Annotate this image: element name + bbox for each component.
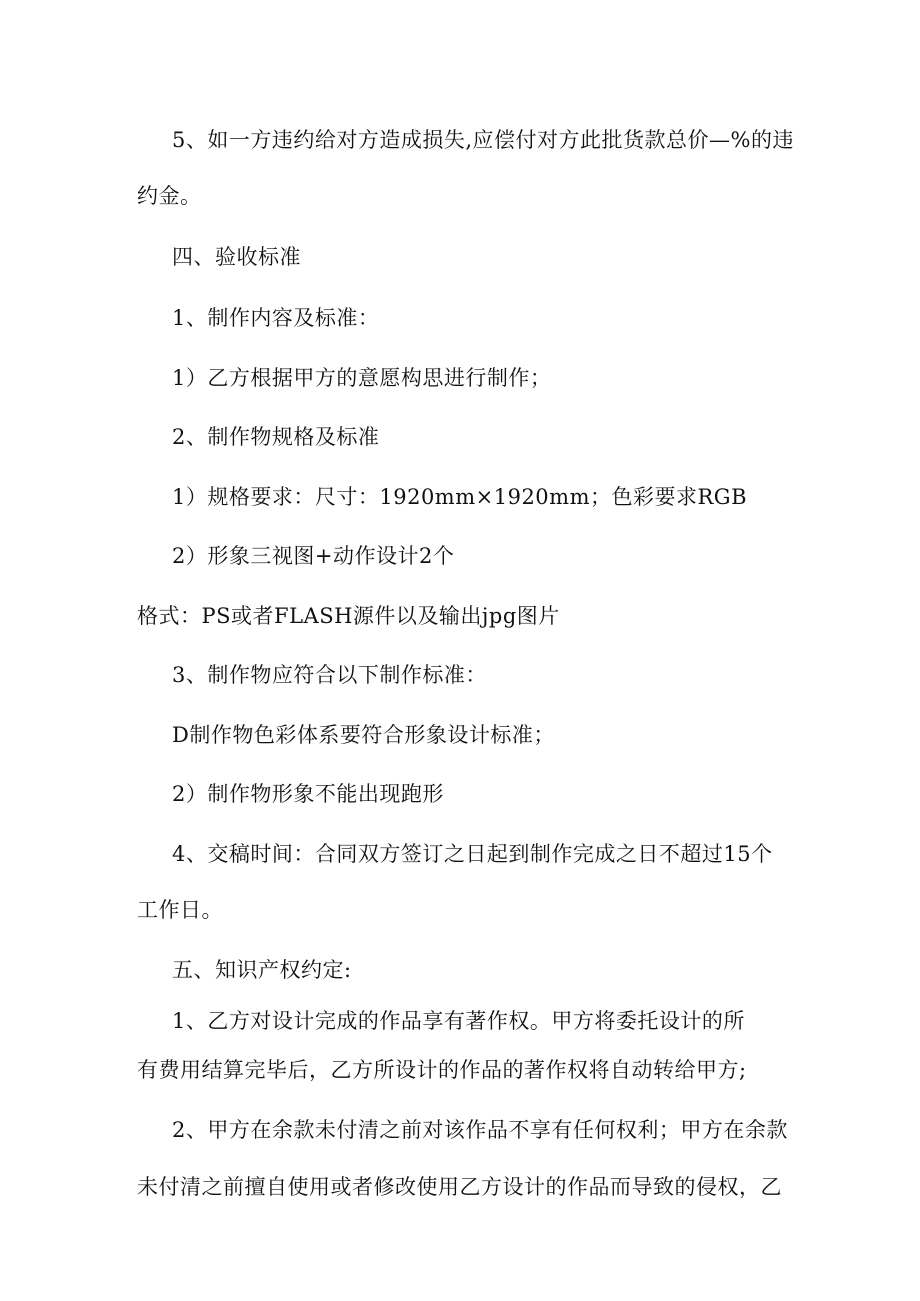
item-3-production-standard: 3、制作物应符合以下制作标准：	[172, 663, 487, 687]
clause-5-penalty-line-1: 5、如一方违约给对方造成损失,应偿付对方此批货款总价—%的违	[172, 128, 794, 152]
subitem-1-concept: 1）乙方根据甲方的意愿构思进行制作；	[172, 366, 552, 390]
subitem-1-spec-requirements: 1）规格要求：尺寸：1920mm×1920mm；色彩要求RGB	[172, 485, 748, 509]
subitem-color-system: D制作物色彩体系要符合形象设计标准；	[172, 723, 555, 747]
subitem-2-three-views: 2）形象三视图+动作设计2个	[172, 544, 455, 568]
section-heading-acceptance: 四、验收标准	[172, 245, 301, 269]
ip-item-2-line-2: 未付清之前擅自使用或者修改使用乙方设计的作品而导致的侵权，乙	[137, 1175, 782, 1199]
ip-item-2-line-1: 2、甲方在余款未付清之前对该作品不享有任何权利；甲方在余款	[172, 1118, 788, 1142]
item-4-delivery-time-line-1: 4、交稿时间：合同双方签订之日起到制作完成之日不超过15个	[172, 842, 773, 866]
format-line: 格式：PS或者FLASH源件以及输出jpg图片	[137, 604, 560, 628]
item-1-content-standard: 1、制作内容及标准：	[172, 306, 380, 330]
item-2-spec-standard: 2、制作物规格及标准	[172, 425, 380, 449]
item-4-delivery-time-line-2: 工作日。	[137, 898, 223, 922]
ip-item-1-line-1: 1、乙方对设计完成的作品享有著作权。甲方将委托设计的所	[172, 1009, 745, 1033]
ip-item-1-line-2: 有费用结算完毕后，乙方所设计的作品的著作权将自动转给甲方;	[137, 1058, 747, 1082]
clause-5-penalty-line-2: 约金。	[137, 184, 202, 208]
section-heading-ip: 五、知识产权约定:	[172, 958, 352, 982]
subitem-2-no-deformation: 2）制作物形象不能出现跑形	[172, 782, 444, 806]
